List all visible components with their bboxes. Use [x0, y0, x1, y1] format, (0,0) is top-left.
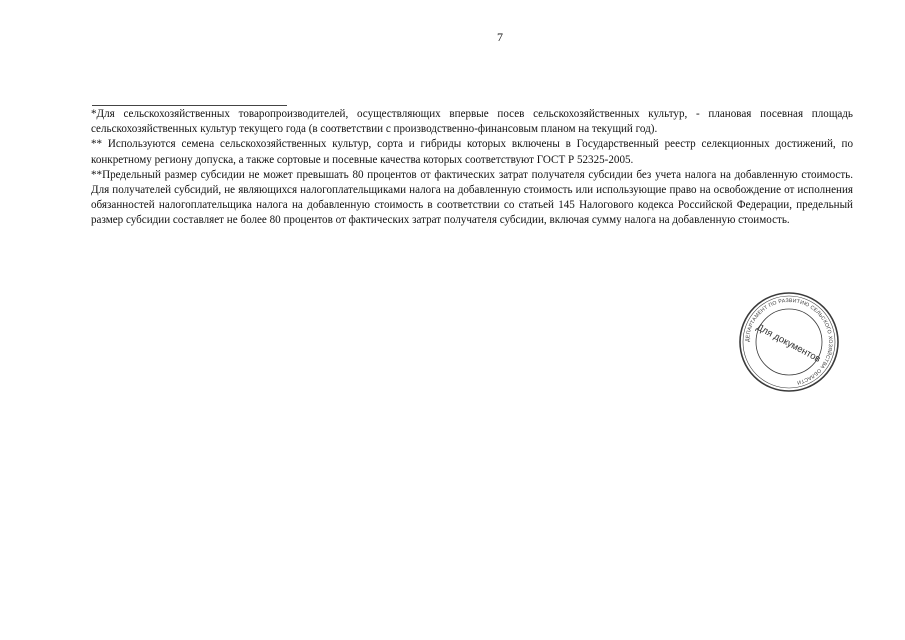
footnote-seed-requirements: ** Используются семена сельскохозяйственных культур, сорта и гибриды которых включены в Государственный реестр селекционных достижений, по конкретному региону допуска, а также сортовые и посевные качества которых соответствуют ГОСТ Р 52325-2005. — [91, 138, 853, 166]
official-stamp — [737, 290, 841, 394]
stamp-inner-text: Для документов — [754, 321, 823, 365]
footnote-area-definition: *Для сельскохозяйственных товаропроизводителей, осуществляющих впервые посев сельскохозяйственных культур, - плановая посевная площадь сельскохозяйственных культур текущего года (в соответствии с производственно-финансовым планом на текущий год). — [91, 108, 853, 136]
footnotes — [91, 107, 853, 229]
footnote-subsidy-limit: **Предельный размер субсидии не может превышать 80 процентов от фактических затрат получателя субсидии без учета налога на добавленную стоимость. Для получателей субсидий, не являющихся налогоплательщиками налога на добавленную стоимость или использующие право на освобождение от исполнения обязанностей налогоплательщика налога на добавленную стоимость в соответствии со статьей 145 Налогового кодекса Российской Федерации, предельный размер субсидии составляет не более 80 процентов от фактических затрат получателя субсидии, включая сумму налога на добавленную стоимость. — [91, 168, 853, 227]
page-number: 7 — [497, 30, 503, 44]
stamp-ring-text: ДЕПАРТАМЕНТ ПО РАЗВИТИЮ СЕЛЬСКОГО ХОЗЯЙСТВА ОБЛАСТИ — [744, 297, 834, 386]
footnote-separator — [92, 105, 287, 106]
